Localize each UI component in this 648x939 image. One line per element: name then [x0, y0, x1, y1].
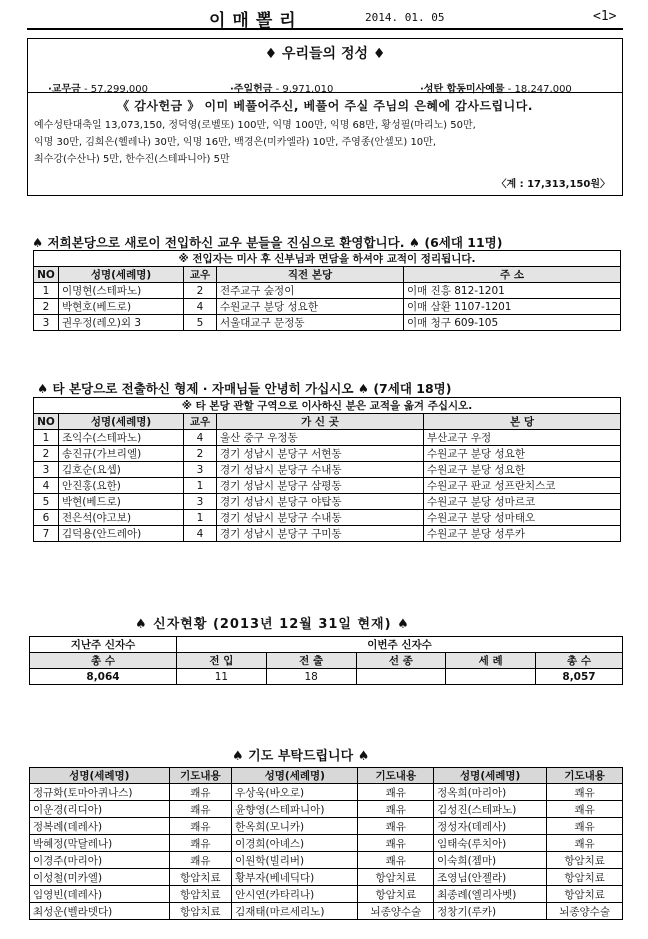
thanks-line: 예수성탄대축일 13,073,150, 정덕영(로벨또) 100만, 익명 100만, 익명 68만, 황성필(마리노) 50만, — [34, 120, 476, 131]
table-cell: 5 — [34, 494, 59, 510]
table-cell: 쾌유 — [169, 852, 231, 869]
farewell-note: ※ 타 본당 관할 구역으로 이사하신 분은 교적을 옮겨 주십시오. — [34, 398, 621, 414]
column-header: 성명(세례명) — [59, 414, 184, 430]
table-cell: 3 — [184, 462, 217, 478]
table-cell: 이매 청구 609-105 — [404, 315, 621, 331]
stat-sub-label: 전 출 — [266, 653, 356, 669]
table-cell: 쾌유 — [169, 835, 231, 852]
table-cell: 6 — [34, 510, 59, 526]
total-label: 총 수 — [30, 653, 177, 669]
table-row — [30, 784, 623, 801]
table-cell: 쾌유 — [547, 801, 623, 818]
table-cell: 안시연(카타리나) — [232, 886, 358, 903]
stats-table — [29, 636, 623, 685]
table-cell: 1 — [184, 510, 217, 526]
table-cell: 한옥희(모니카) — [232, 818, 358, 835]
table-cell: 5 — [184, 315, 217, 331]
table-cell: 정성자(데레사) — [434, 818, 547, 835]
thanks-line: 익명 30만, 김희은(헬레나) 30만, 익명 16만, 백경은(미카엘라) 10만, 주영종(안셀모) 10만, — [34, 137, 437, 148]
column-header: 가 신 곳 — [217, 414, 424, 430]
table-cell: 정규화(토마아퀴나스) — [30, 784, 170, 801]
table-cell: 수원교구 분당 성루카 — [424, 526, 621, 542]
table-cell: 조영님(안젤라) — [434, 869, 547, 886]
table-cell: 수원교구 분당 성요한 — [424, 462, 621, 478]
table-cell: 항암치료 — [547, 869, 623, 886]
last-week-total: 8,064 — [30, 669, 177, 685]
table-cell: 김재태(마르세리노) — [232, 903, 358, 920]
table-cell: 송진규(가브리엘) — [59, 446, 184, 462]
table-row — [34, 299, 621, 315]
table-cell: 임태숙(루치아) — [434, 835, 547, 852]
table-cell: 이명현(스테파노) — [59, 283, 184, 299]
table-cell: 우상욱(바오로) — [232, 784, 358, 801]
stat-value: 11 — [177, 669, 267, 685]
table-row — [34, 315, 621, 331]
table-cell: 안진홍(요한) — [59, 478, 184, 494]
stat-sub-label: 전 입 — [177, 653, 267, 669]
issue-date: 2014. 01. 05 — [365, 11, 445, 24]
table-cell: 쾌유 — [358, 835, 434, 852]
welcome-note: ※ 전입자는 미사 후 신부님과 면담을 하셔야 교적이 정리됩니다. — [34, 251, 621, 267]
table-cell: 뇌종양수술 — [358, 903, 434, 920]
table-cell: 쾌유 — [547, 818, 623, 835]
table-cell: 이운경(리디아) — [30, 801, 170, 818]
table-cell: 김덕용(안드레아) — [59, 526, 184, 542]
table-cell: 항암치료 — [547, 886, 623, 903]
column-header: NO — [34, 267, 59, 283]
table-cell: 수원교구 분당 성마르코 — [424, 494, 621, 510]
table-row — [34, 446, 621, 462]
stat-value — [356, 669, 446, 685]
column-header: 성명(세례명) — [59, 267, 184, 283]
table-row — [30, 835, 623, 852]
table-cell: 1 — [34, 283, 59, 299]
table-cell: 윤향영(스테파니아) — [232, 801, 358, 818]
offering-item: ·주일헌금 - 9,971,010 — [230, 84, 334, 95]
table-cell: 최종례(엘리사벳) — [434, 886, 547, 903]
newsletter-title: 이매뽈리 — [209, 11, 303, 31]
thanks-total: 〈계 : 17,313,150원〉 — [496, 179, 610, 190]
table-row — [34, 430, 621, 446]
table-cell: 쾌유 — [547, 784, 623, 801]
table-cell: 2 — [184, 283, 217, 299]
table-cell: 2 — [34, 299, 59, 315]
table-cell: 권우정(레오)외 3 — [59, 315, 184, 331]
table-cell: 이숙희(젬마) — [434, 852, 547, 869]
offering-item: ·성탄 합동미사예물 - 18,247,000 — [420, 84, 572, 95]
table-row — [30, 903, 623, 920]
table-cell: 정복례(데레사) — [30, 818, 170, 835]
column-header: 교우 — [184, 414, 217, 430]
table-cell: 박혜정(막달레나) — [30, 835, 170, 852]
table-cell: 조익수(스테파노) — [59, 430, 184, 446]
table-cell: 전주교구 숲정이 — [217, 283, 404, 299]
table-cell: 쾌유 — [547, 835, 623, 852]
table-cell: 쾌유 — [358, 818, 434, 835]
column-header: 교우 — [184, 267, 217, 283]
table-cell: 항암치료 — [169, 903, 231, 920]
table-cell: 정옥희(마리아) — [434, 784, 547, 801]
table-cell: 4 — [34, 478, 59, 494]
table-cell: 항암치료 — [169, 869, 231, 886]
newsletter-header — [27, 6, 623, 30]
column-header: 기도내용 — [547, 768, 623, 784]
table-cell: 박현호(베드로) — [59, 299, 184, 315]
thanks-list — [34, 117, 616, 168]
table-row — [34, 526, 621, 542]
column-header: 직전 본당 — [217, 267, 404, 283]
table-cell: 쾌유 — [169, 801, 231, 818]
table-cell: 뇌종양수술 — [547, 903, 623, 920]
stats-heading: ♠ 신자현황 (2013년 12월 31일 현재) ♠ — [135, 617, 410, 632]
table-cell: 이매 진흥 812-1201 — [404, 283, 621, 299]
column-header: 성명(세례명) — [434, 768, 547, 784]
prayer-heading: ♠ 기도 부탁드립니다 ♠ — [232, 749, 370, 764]
table-cell: 2 — [34, 446, 59, 462]
offerings-box — [27, 38, 623, 196]
table-cell: 수원교구 분당 성마태오 — [424, 510, 621, 526]
table-cell: 경기 성남시 분당구 수내동 — [217, 462, 424, 478]
table-cell: 쾌유 — [358, 784, 434, 801]
table-cell: 쾌유 — [169, 784, 231, 801]
table-cell: 김성진(스테파노) — [434, 801, 547, 818]
table-cell: 박현(베드로) — [59, 494, 184, 510]
table-row — [30, 886, 623, 903]
table-cell: 7 — [34, 526, 59, 542]
table-row — [30, 852, 623, 869]
offerings-title: ♦ 우리들의 정성 ♦ — [264, 46, 386, 62]
table-cell: 3 — [34, 315, 59, 331]
column-header: 기도내용 — [358, 768, 434, 784]
table-cell: 항암치료 — [547, 852, 623, 869]
table-row — [34, 462, 621, 478]
thanks-offering — [34, 97, 616, 168]
table-cell: 김호순(요셉) — [59, 462, 184, 478]
table-row — [34, 510, 621, 526]
table-cell: 4 — [184, 299, 217, 315]
table-cell: 경기 성남시 분당구 수내동 — [217, 510, 424, 526]
table-cell: 전은석(야고보) — [59, 510, 184, 526]
column-header: 성명(세례명) — [232, 768, 358, 784]
table-row — [34, 494, 621, 510]
prayer-table — [29, 767, 623, 920]
table-cell: 이매 삼환 1107-1201 — [404, 299, 621, 315]
welcome-heading: ♠ 저희본당으로 새로이 전입하신 교우 분들을 진심으로 환영합니다. ♠ (6세대 11명) — [32, 235, 503, 250]
table-cell: 이경주(마리아) — [30, 852, 170, 869]
welcome-table — [33, 250, 621, 331]
table-cell: 1 — [184, 478, 217, 494]
last-week-label: 지난주 신자수 — [30, 637, 177, 653]
table-cell: 임영빈(데레사) — [30, 886, 170, 903]
this-week-label: 이번주 신자수 — [177, 637, 623, 653]
stat-sub-label: 선 종 — [356, 653, 446, 669]
table-cell: 부산교구 우정 — [424, 430, 621, 446]
thanks-title: 《 감사헌금 》 이미 베풀어주신, 베풀어 주실 주님의 은혜에 감사드립니다. — [117, 99, 533, 113]
offering-item: ·교무금 - 57,299,000 — [48, 84, 149, 95]
total-label: 총 수 — [536, 653, 623, 669]
farewell-heading: ♠ 타 본당으로 전출하신 형제 · 자매님들 안녕히 가십시오 ♠ (7세대 18명) — [37, 381, 452, 396]
table-cell: 최성운(벨라뎃다) — [30, 903, 170, 920]
column-header: 주 소 — [404, 267, 621, 283]
this-week-total: 8,057 — [536, 669, 623, 685]
table-cell: 이원학(빌리버) — [232, 852, 358, 869]
table-cell: 쾌유 — [169, 818, 231, 835]
table-cell: 경기 성남시 분당구 삼평동 — [217, 478, 424, 494]
table-cell: 수원교구 분당 성요한 — [424, 446, 621, 462]
table-cell: 3 — [34, 462, 59, 478]
table-row — [34, 283, 621, 299]
table-row — [30, 801, 623, 818]
table-cell: 1 — [34, 430, 59, 446]
table-cell: 쾌유 — [358, 852, 434, 869]
table-cell: 항암치료 — [358, 886, 434, 903]
table-cell: 3 — [184, 494, 217, 510]
table-cell: 경기 성남시 분당구 구미동 — [217, 526, 424, 542]
table-row — [34, 478, 621, 494]
table-cell: 이성철(미카엘) — [30, 869, 170, 886]
table-row — [30, 869, 623, 886]
page-number: <1> — [593, 9, 617, 24]
table-cell: 2 — [184, 446, 217, 462]
column-header: NO — [34, 414, 59, 430]
table-cell: 경기 성남시 분당구 야탑동 — [217, 494, 424, 510]
table-cell: 항암치료 — [358, 869, 434, 886]
farewell-table — [33, 397, 621, 542]
table-cell: 수원교구 분당 성요한 — [217, 299, 404, 315]
stat-value: 18 — [266, 669, 356, 685]
table-cell: 서울대교구 문정동 — [217, 315, 404, 331]
table-cell: 경기 성남시 분당구 서현동 — [217, 446, 424, 462]
table-cell: 쾌유 — [358, 801, 434, 818]
stat-value — [446, 669, 536, 685]
table-cell: 정창기(루카) — [434, 903, 547, 920]
table-cell: 4 — [184, 526, 217, 542]
table-cell: 항암치료 — [169, 886, 231, 903]
table-cell: 울산 중구 우정동 — [217, 430, 424, 446]
column-header: 성명(세례명) — [30, 768, 170, 784]
stat-sub-label: 세 례 — [446, 653, 536, 669]
column-header: 기도내용 — [169, 768, 231, 784]
table-cell: 수원교구 판교 성프란치스코 — [424, 478, 621, 494]
column-header: 본 당 — [424, 414, 621, 430]
thanks-line: 최수강(수산나) 5만, 한수진(스테파니아) 5만 — [34, 154, 230, 165]
table-row — [30, 818, 623, 835]
table-cell: 이경희(아녜스) — [232, 835, 358, 852]
table-cell: 4 — [184, 430, 217, 446]
table-cell: 황부자(베네딕다) — [232, 869, 358, 886]
